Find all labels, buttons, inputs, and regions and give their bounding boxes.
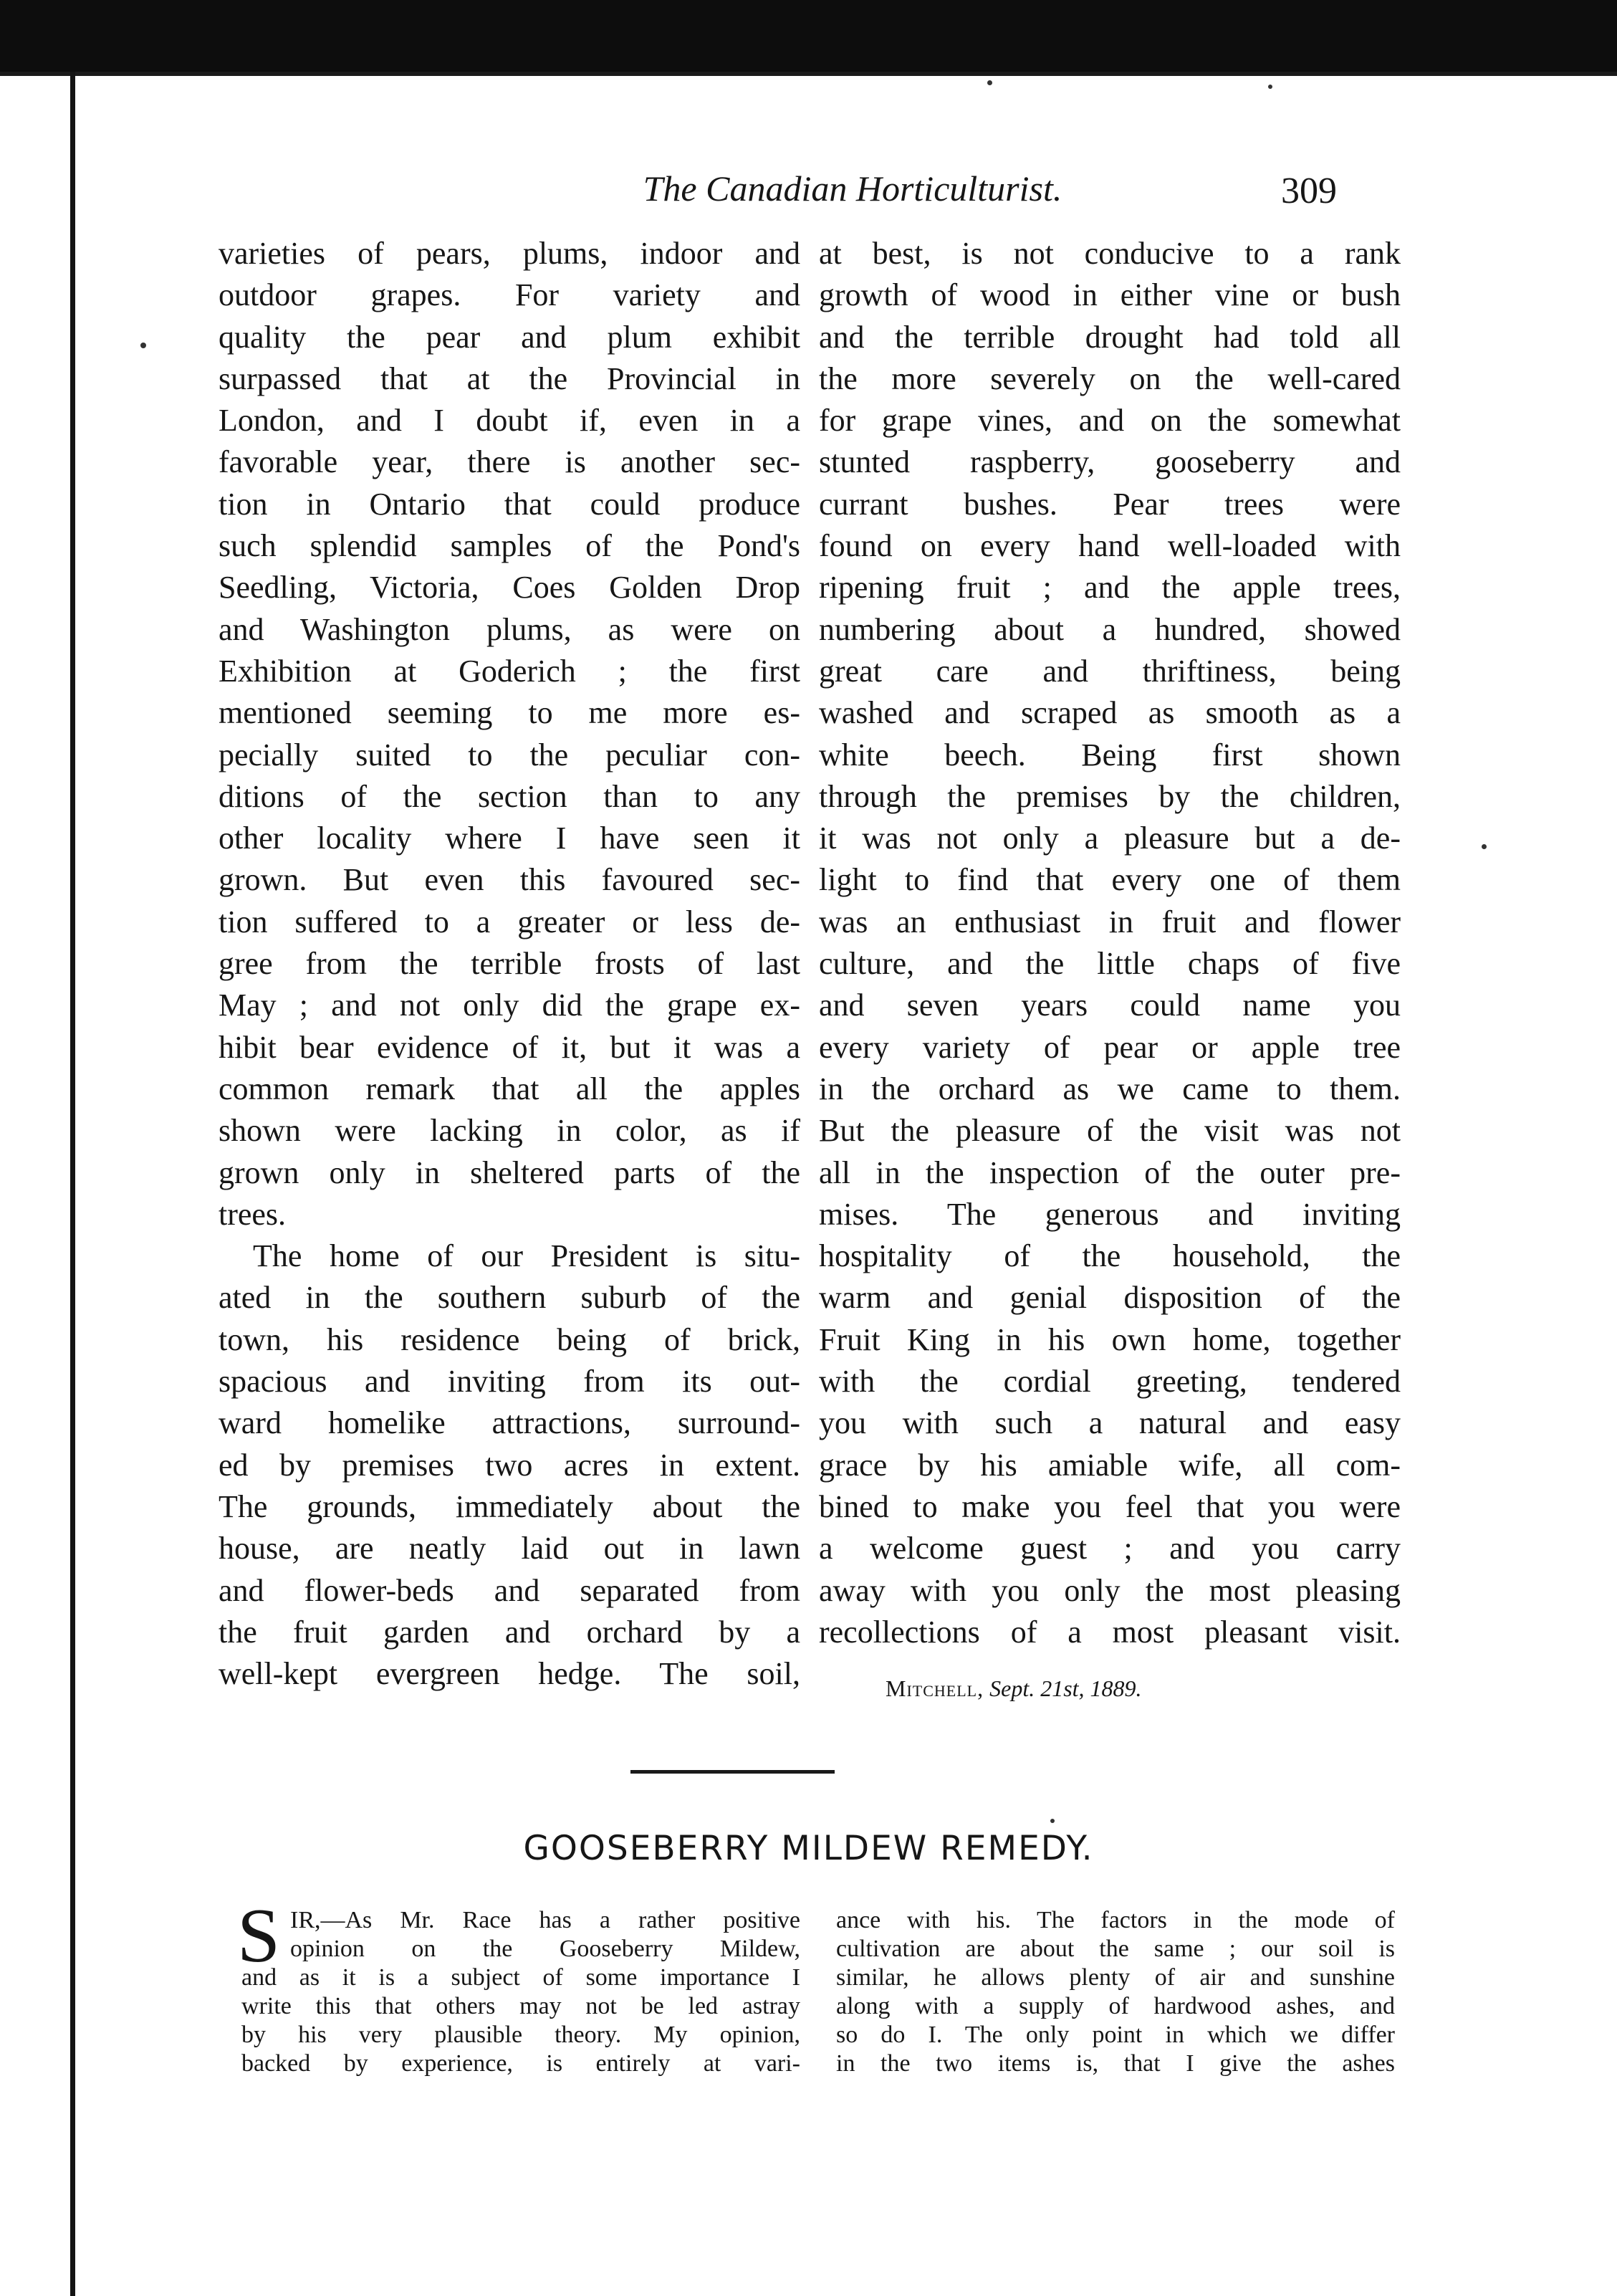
text-line: grace by his amiable wife, all com- [819, 1447, 1401, 1483]
text-line: IR,—As Mr. Race has a rather positive [290, 1907, 800, 1933]
text-line: write this that others may not be led astray [241, 1993, 800, 2019]
text-line: quality the pear and plum exhibit [219, 319, 800, 355]
text-line: ed by premises two acres in extent. [219, 1447, 800, 1483]
text-line: tion suffered to a greater or less de- [219, 904, 800, 939]
text-line: grown. But even this favoured sec- [219, 862, 800, 898]
scan-speck [140, 343, 146, 348]
letter-right-column [836, 1906, 1395, 2078]
text-line: well-kept evergreen hedge. The soil, [219, 1656, 800, 1692]
text-line: hospitality of the household, the [819, 1238, 1401, 1274]
text-line: May ; and not only did the grape ex- [219, 987, 800, 1023]
text-line: so do I. The only point in which we differ [836, 2022, 1395, 2048]
drop-cap: S [237, 1893, 281, 1979]
text-line: in the orchard as we came to them. [819, 1071, 1401, 1106]
text-line: it was not only a pleasure but a de- [819, 821, 1401, 856]
text-line: common remark that all the apples [219, 1071, 800, 1106]
text-line: in the two items is, that I give the ashes [836, 2050, 1395, 2077]
signature-place: Mitchell, [886, 1675, 984, 1701]
article-right-column [819, 233, 1401, 1653]
text-line: great care and thriftiness, being [819, 653, 1401, 689]
text-line: warm and genial disposition of the [819, 1280, 1401, 1316]
text-line: ripening fruit ; and the apple trees, [819, 570, 1401, 606]
text-line: cultivation are about the same ; our soil is [836, 1936, 1395, 1962]
text-line: London, and I doubt if, even in a [219, 403, 800, 439]
article-left-column [219, 233, 800, 1695]
letter-left-column [237, 1893, 800, 2078]
text-line: mises. The generous and inviting [819, 1196, 1401, 1232]
text-line: the fruit garden and orchard by a [219, 1614, 800, 1650]
text-line: and the terrible drought had told all [819, 319, 1401, 355]
running-head [0, 163, 1617, 214]
text-line: surpassed that at the Provincial in [219, 360, 800, 396]
scan-speck [1482, 844, 1487, 849]
text-line: Seedling, Victoria, Coes Golden Drop [219, 570, 800, 606]
text-line: town, his residence being of brick, [219, 1321, 800, 1357]
text-line: such splendid samples of the Pond's [219, 528, 800, 564]
text-line: and Washington plums, as were on [219, 611, 800, 647]
text-line: tion in Ontario that could produce [219, 486, 800, 522]
text-line: The grounds, immediately about the [219, 1488, 800, 1524]
text-line: But the pleasure of the visit was not [819, 1113, 1401, 1149]
text-line: along with a supply of hardwood ashes, and [836, 1993, 1395, 2019]
text-line: ance with his. The factors in the mode of [836, 1907, 1395, 1933]
text-line: bined to make you feel that you were [819, 1488, 1401, 1524]
text-line: numbering about a hundred, showed [819, 611, 1401, 647]
scan-speck [1268, 85, 1272, 89]
text-line: spacious and inviting from its out- [219, 1364, 800, 1400]
text-line: gree from the terrible frosts of last [219, 946, 800, 982]
text-line: varieties of pears, plums, indoor and [219, 236, 800, 271]
text-line: culture, and the little chaps of five [819, 946, 1401, 982]
text-line: ated in the southern suburb of the [219, 1280, 800, 1316]
text-line: pecially suited to the peculiar con- [219, 737, 800, 772]
section-heading: GOOSEBERRY MILDEW REMEDY. [523, 1829, 1094, 1868]
text-line: house, are neatly laid out in lawn [219, 1531, 800, 1566]
article-signature [886, 1671, 1142, 1706]
text-line: hibit bear evidence of it, but it was a [219, 1029, 800, 1065]
text-line: currant bushes. Pear trees were [819, 486, 1401, 522]
signature-date: Sept. 21st, 1889. [989, 1675, 1142, 1701]
text-line: backed by experience, is entirely at vari- [241, 2050, 800, 2077]
text-line: you with such a natural and easy [819, 1405, 1401, 1441]
text-line: favorable year, there is another sec- [219, 444, 800, 480]
text-line: and flower-beds and separated from [219, 1572, 800, 1608]
text-line: at best, is not conducive to a rank [819, 236, 1401, 271]
text-line: other locality where I have seen it [219, 821, 800, 856]
text-line: growth of wood in either vine or bush [819, 277, 1401, 313]
scan-speck [987, 80, 992, 85]
running-title: The Canadian Horticulturist. [643, 168, 1062, 209]
text-line: recollections of a most pleasant visit. [819, 1614, 1401, 1650]
text-line: was an enthusiast in fruit and flower [819, 904, 1401, 939]
text-line: shown were lacking in color, as if [219, 1113, 800, 1149]
text-line: similar, he allows plenty of air and sunshine [836, 1964, 1395, 1991]
text-line: white beech. Being first shown [819, 737, 1401, 772]
text-line: with the cordial greeting, tendered [819, 1364, 1401, 1400]
section-divider [630, 1770, 835, 1774]
text-line: all in the inspection of the outer pre- [819, 1154, 1401, 1190]
text-line: every variety of pear or apple tree [819, 1029, 1401, 1065]
text-line: for grape vines, and on the somewhat [819, 403, 1401, 439]
text-line: and as it is a subject of some importance I [241, 1964, 800, 1991]
text-line: Exhibition at Goderich ; the first [219, 653, 800, 689]
text-line: a welcome guest ; and you carry [819, 1531, 1401, 1566]
text-line: stunted raspberry, gooseberry and [819, 444, 1401, 480]
scan-top-border-edge [0, 72, 1617, 90]
text-line: mentioned seeming to me more es- [219, 695, 800, 731]
text-line: by his very plausible theory. My opinion, [241, 2022, 800, 2048]
paragraph-end-line: trees. [219, 1196, 287, 1232]
text-line: grown only in sheltered parts of the [219, 1154, 800, 1190]
scan-top-border [0, 0, 1617, 72]
text-line: washed and scraped as smooth as a [819, 695, 1401, 731]
text-line: outdoor grapes. For variety and [219, 277, 800, 313]
scan-left-border [70, 72, 75, 2296]
text-line: found on every hand well-loaded with [819, 528, 1401, 564]
scan-speck [1050, 1819, 1055, 1823]
text-line: Fruit King in his own home, together [819, 1321, 1401, 1357]
text-line: the more severely on the well-cared [819, 360, 1401, 396]
text-line: ward homelike attractions, surround- [219, 1405, 800, 1441]
text-line: ditions of the section than to any [219, 778, 800, 814]
paragraph-start-line: The home of our President is situ- [253, 1238, 800, 1274]
text-line: light to find that every one of them [819, 862, 1401, 898]
page-number: 309 [1281, 171, 1337, 211]
text-line: opinion on the Gooseberry Mildew, [290, 1936, 800, 1962]
text-line: and seven years could name you [819, 987, 1401, 1023]
text-line: through the premises by the children, [819, 778, 1401, 814]
text-line: away with you only the most pleasing [819, 1572, 1401, 1608]
